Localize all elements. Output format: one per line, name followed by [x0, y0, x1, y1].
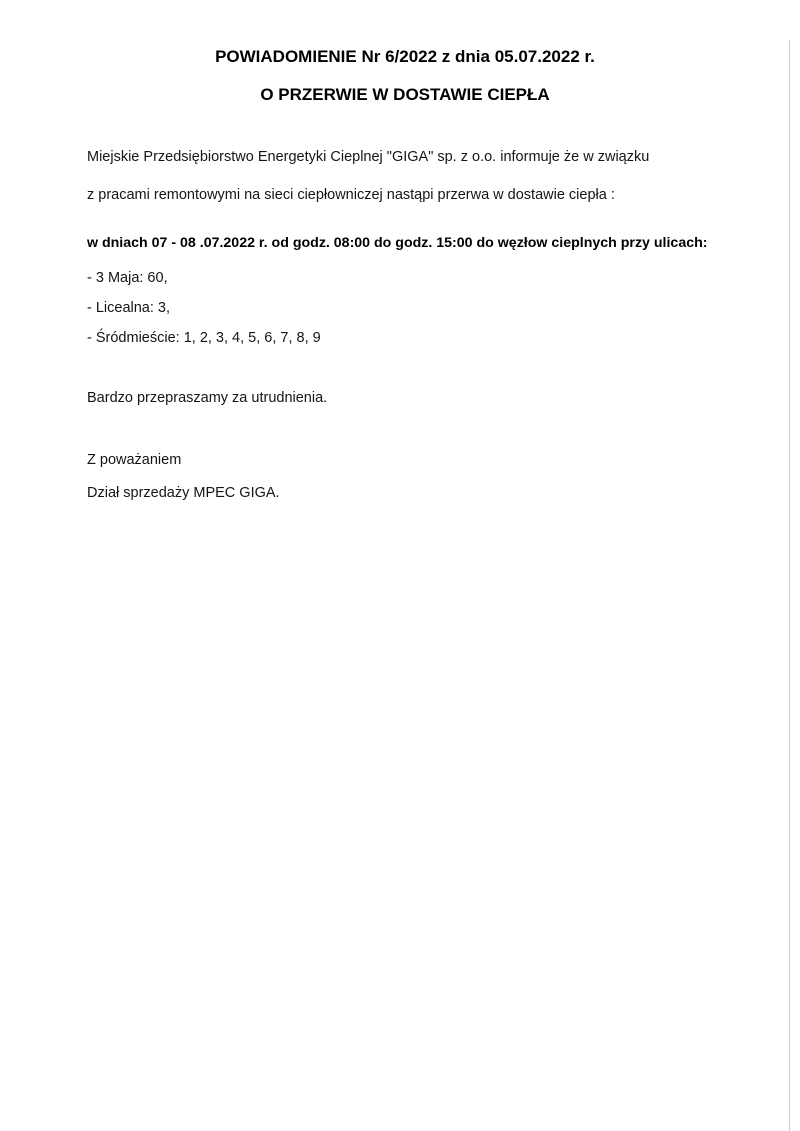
intro-line-2: z pracami remontowymi na sieci ciepłowniczej nastąpi przerwa w dostawie ciepła : [87, 187, 615, 203]
closing-signature: Dział sprzedaży MPEC GIGA. [87, 485, 280, 501]
intro-line-1: Miejskie Przedsiębiorstwo Energetyki Cieplnej "GIGA" sp. z o.o. informuje że w związku [87, 149, 650, 165]
scan-edge-line [789, 40, 790, 1131]
apology-text: Bardzo przepraszamy za utrudnienia. [87, 390, 328, 406]
street-item: - 3 Maja: 60, [87, 270, 168, 286]
street-item: - Licealna: 3, [87, 300, 171, 316]
street-item: - Śródmieście: 1, 2, 3, 4, 5, 6, 7, 8, 9 [87, 330, 321, 346]
closing-regards: Z poważaniem [87, 452, 182, 468]
notice-subtitle: O PRZERWIE W DOSTAWIE CIEPŁA [260, 85, 550, 104]
outage-period: w dniach 07 - 08 .07.2022 r. od godz. 08:00 do godz. 15:00 do węzłow cieplnych przy ulicach: [87, 235, 708, 251]
notice-title: POWIADOMIENIE Nr 6/2022 z dnia 05.07.2022 r. [215, 47, 595, 66]
